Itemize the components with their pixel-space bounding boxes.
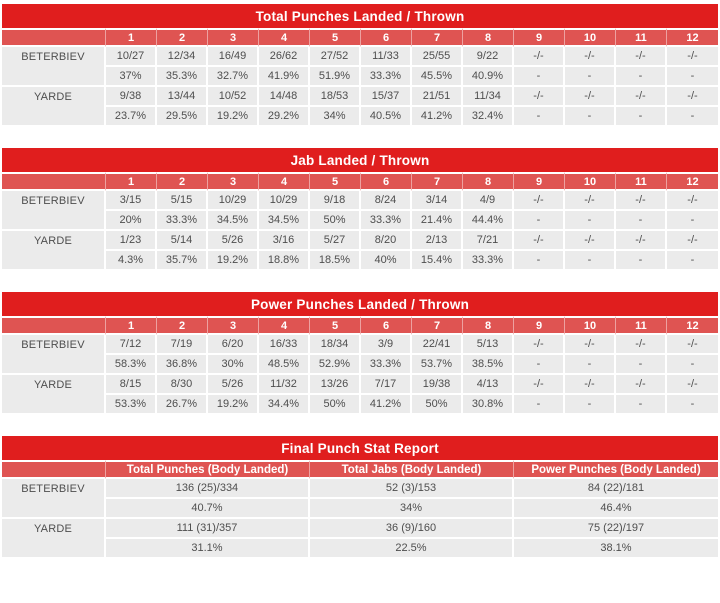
accuracy-cell: 50% <box>310 395 361 415</box>
landed-thrown-cell: -/- <box>667 191 718 211</box>
stat-column-header: Total Jabs (Body Landed) <box>310 460 514 479</box>
corner-cell <box>2 316 106 335</box>
landed-thrown-cell: 12/34 <box>157 47 208 67</box>
accuracy-cell: - <box>616 355 667 375</box>
landed-thrown-cell: -/- <box>514 47 565 67</box>
landed-thrown-cell: 26/62 <box>259 47 310 67</box>
landed-thrown-cell: 11/32 <box>259 375 310 395</box>
landed-thrown-cell: 14/48 <box>259 87 310 107</box>
accuracy-cell: 33.3% <box>361 67 412 87</box>
fighter-name: YARDE <box>2 375 106 415</box>
accuracy-cell: 38.1% <box>514 539 718 559</box>
landed-thrown-row <box>2 47 718 67</box>
landed-thrown-cell: -/- <box>667 231 718 251</box>
landed-thrown-cell: -/- <box>616 47 667 67</box>
landed-thrown-cell: -/- <box>565 231 616 251</box>
round-header: 2 <box>157 28 208 47</box>
title-row <box>2 436 718 460</box>
accuracy-cell: 50% <box>412 395 463 415</box>
landed-thrown-cell: 22/41 <box>412 335 463 355</box>
landed-thrown-cell: 3/15 <box>106 191 157 211</box>
fighter-name: YARDE <box>2 519 106 559</box>
accuracy-cell: 51.9% <box>310 67 361 87</box>
accuracy-cell: - <box>565 395 616 415</box>
stat-column-header: Power Punches (Body Landed) <box>514 460 718 479</box>
accuracy-cell: - <box>667 67 718 87</box>
round-header: 12 <box>667 28 718 47</box>
final-report-table <box>2 436 718 559</box>
landed-thrown-cell: -/- <box>616 87 667 107</box>
round-header: 11 <box>616 28 667 47</box>
accuracy-cell: 53.7% <box>412 355 463 375</box>
landed-thrown-cell: 16/49 <box>208 47 259 67</box>
accuracy-cell: 33.3% <box>361 355 412 375</box>
accuracy-row <box>2 539 718 559</box>
landed-thrown-cell: 11/33 <box>361 47 412 67</box>
total-cell: 36 (9)/160 <box>310 519 514 539</box>
round-header: 1 <box>106 172 157 191</box>
total-punches-table <box>2 4 718 127</box>
accuracy-cell: 20% <box>106 211 157 231</box>
accuracy-cell: - <box>514 67 565 87</box>
accuracy-cell: - <box>667 251 718 271</box>
corner-cell <box>2 460 106 479</box>
accuracy-cell: 34.5% <box>208 211 259 231</box>
accuracy-cell: - <box>616 395 667 415</box>
fighter-name: YARDE <box>2 231 106 271</box>
accuracy-cell: 40% <box>361 251 412 271</box>
landed-thrown-cell: 3/16 <box>259 231 310 251</box>
accuracy-cell: 36.8% <box>157 355 208 375</box>
fighter-name: YARDE <box>2 87 106 127</box>
accuracy-cell: - <box>565 107 616 127</box>
landed-thrown-cell: -/- <box>514 231 565 251</box>
landed-thrown-cell: 7/17 <box>361 375 412 395</box>
accuracy-cell: 18.5% <box>310 251 361 271</box>
round-header: 11 <box>616 172 667 191</box>
accuracy-cell: 48.5% <box>259 355 310 375</box>
landed-thrown-cell: 19/38 <box>412 375 463 395</box>
landed-thrown-row <box>2 335 718 355</box>
landed-thrown-cell: 7/19 <box>157 335 208 355</box>
accuracy-row <box>2 499 718 519</box>
accuracy-cell: 26.7% <box>157 395 208 415</box>
landed-thrown-cell: 21/51 <box>412 87 463 107</box>
landed-thrown-cell: 5/27 <box>310 231 361 251</box>
landed-thrown-cell: 8/24 <box>361 191 412 211</box>
round-header: 3 <box>208 172 259 191</box>
accuracy-cell: - <box>514 107 565 127</box>
round-header: 4 <box>259 316 310 335</box>
accuracy-cell: 46.4% <box>514 499 718 519</box>
accuracy-cell: 33.3% <box>157 211 208 231</box>
fighter-name: BETERBIEV <box>2 335 106 375</box>
rounds-header-row <box>2 172 718 191</box>
round-header: 8 <box>463 28 514 47</box>
round-header: 1 <box>106 316 157 335</box>
landed-thrown-cell: -/- <box>616 191 667 211</box>
landed-thrown-cell: 3/9 <box>361 335 412 355</box>
totals-row <box>2 519 718 539</box>
fighter-name: BETERBIEV <box>2 47 106 87</box>
accuracy-row <box>2 251 718 271</box>
accuracy-cell: 23.7% <box>106 107 157 127</box>
round-header: 2 <box>157 316 208 335</box>
accuracy-cell: - <box>565 67 616 87</box>
accuracy-cell: 41.2% <box>361 395 412 415</box>
round-header: 3 <box>208 28 259 47</box>
round-header: 6 <box>361 172 412 191</box>
round-header: 7 <box>412 28 463 47</box>
accuracy-row <box>2 395 718 415</box>
totals-row <box>2 479 718 499</box>
round-header: 8 <box>463 316 514 335</box>
accuracy-row <box>2 107 718 127</box>
landed-thrown-cell: 7/12 <box>106 335 157 355</box>
accuracy-cell: 31.1% <box>106 539 310 559</box>
round-header: 10 <box>565 172 616 191</box>
landed-thrown-cell: 16/33 <box>259 335 310 355</box>
accuracy-cell: - <box>667 355 718 375</box>
landed-thrown-cell: -/- <box>514 191 565 211</box>
landed-thrown-cell: 11/34 <box>463 87 514 107</box>
landed-thrown-cell: 27/52 <box>310 47 361 67</box>
landed-thrown-cell: 2/13 <box>412 231 463 251</box>
accuracy-cell: - <box>514 211 565 231</box>
accuracy-cell: 29.5% <box>157 107 208 127</box>
landed-thrown-cell: 10/29 <box>208 191 259 211</box>
accuracy-cell: 29.2% <box>259 107 310 127</box>
landed-thrown-cell: 25/55 <box>412 47 463 67</box>
landed-thrown-cell: -/- <box>616 375 667 395</box>
fighter-name: BETERBIEV <box>2 479 106 519</box>
accuracy-cell: 58.3% <box>106 355 157 375</box>
landed-thrown-cell: 5/26 <box>208 231 259 251</box>
rounds-header-row <box>2 28 718 47</box>
landed-thrown-row <box>2 191 718 211</box>
accuracy-cell: 30% <box>208 355 259 375</box>
round-header: 8 <box>463 172 514 191</box>
corner-cell <box>2 172 106 191</box>
title-row <box>2 148 718 172</box>
accuracy-cell: 44.4% <box>463 211 514 231</box>
landed-thrown-cell: -/- <box>514 335 565 355</box>
accuracy-cell: 33.3% <box>361 211 412 231</box>
accuracy-cell: - <box>565 251 616 271</box>
table-title: Power Punches Landed / Thrown <box>2 292 718 316</box>
accuracy-cell: - <box>667 211 718 231</box>
accuracy-cell: 19.2% <box>208 251 259 271</box>
landed-thrown-cell: -/- <box>514 375 565 395</box>
landed-thrown-cell: -/- <box>565 191 616 211</box>
landed-thrown-cell: -/- <box>514 87 565 107</box>
accuracy-cell: 4.3% <box>106 251 157 271</box>
accuracy-cell: 34.5% <box>259 211 310 231</box>
landed-thrown-cell: 15/37 <box>361 87 412 107</box>
accuracy-cell: 34% <box>310 107 361 127</box>
total-cell: 52 (3)/153 <box>310 479 514 499</box>
table-title: Final Punch Stat Report <box>2 436 718 460</box>
accuracy-cell: - <box>514 395 565 415</box>
round-header: 4 <box>259 172 310 191</box>
accuracy-cell: 34.4% <box>259 395 310 415</box>
fighter-name: BETERBIEV <box>2 191 106 231</box>
landed-thrown-cell: 9/18 <box>310 191 361 211</box>
accuracy-cell: 18.8% <box>259 251 310 271</box>
accuracy-cell: - <box>616 251 667 271</box>
landed-thrown-cell: -/- <box>667 47 718 67</box>
round-header: 10 <box>565 28 616 47</box>
round-header: 2 <box>157 172 208 191</box>
landed-thrown-cell: 13/26 <box>310 375 361 395</box>
landed-thrown-cell: 5/26 <box>208 375 259 395</box>
landed-thrown-cell: 9/22 <box>463 47 514 67</box>
jabs-body <box>2 172 718 271</box>
accuracy-cell: 34% <box>310 499 514 519</box>
landed-thrown-cell: -/- <box>616 231 667 251</box>
accuracy-cell: - <box>616 67 667 87</box>
landed-thrown-cell: 10/27 <box>106 47 157 67</box>
accuracy-cell: - <box>514 251 565 271</box>
accuracy-cell: - <box>514 355 565 375</box>
round-header: 6 <box>361 28 412 47</box>
accuracy-cell: 52.9% <box>310 355 361 375</box>
round-header: 6 <box>361 316 412 335</box>
landed-thrown-cell: 8/15 <box>106 375 157 395</box>
landed-thrown-cell: 5/13 <box>463 335 514 355</box>
accuracy-cell: - <box>565 211 616 231</box>
accuracy-cell: - <box>616 211 667 231</box>
round-header: 10 <box>565 316 616 335</box>
accuracy-cell: 32.4% <box>463 107 514 127</box>
accuracy-cell: 35.7% <box>157 251 208 271</box>
accuracy-cell: 32.7% <box>208 67 259 87</box>
accuracy-cell: 45.5% <box>412 67 463 87</box>
total-punches-body <box>2 28 718 127</box>
accuracy-cell: - <box>667 395 718 415</box>
landed-thrown-cell: 10/29 <box>259 191 310 211</box>
power-punches-table <box>2 292 718 415</box>
landed-thrown-cell: -/- <box>667 375 718 395</box>
landed-thrown-cell: 8/20 <box>361 231 412 251</box>
round-header: 5 <box>310 172 361 191</box>
accuracy-cell: 38.5% <box>463 355 514 375</box>
landed-thrown-cell: 1/23 <box>106 231 157 251</box>
landed-thrown-cell: 3/14 <box>412 191 463 211</box>
accuracy-row <box>2 211 718 231</box>
accuracy-row <box>2 67 718 87</box>
table-title: Total Punches Landed / Thrown <box>2 4 718 28</box>
accuracy-cell: 15.4% <box>412 251 463 271</box>
accuracy-row <box>2 355 718 375</box>
accuracy-cell: - <box>667 107 718 127</box>
accuracy-cell: 53.3% <box>106 395 157 415</box>
landed-thrown-row <box>2 375 718 395</box>
landed-thrown-cell: 9/38 <box>106 87 157 107</box>
accuracy-cell: 22.5% <box>310 539 514 559</box>
round-header: 12 <box>667 316 718 335</box>
landed-thrown-cell: 18/34 <box>310 335 361 355</box>
accuracy-cell: 19.2% <box>208 107 259 127</box>
round-header: 11 <box>616 316 667 335</box>
landed-thrown-cell: 8/30 <box>157 375 208 395</box>
accuracy-cell: 40.9% <box>463 67 514 87</box>
title-row <box>2 292 718 316</box>
round-header: 9 <box>514 172 565 191</box>
accuracy-cell: 35.3% <box>157 67 208 87</box>
landed-thrown-cell: -/- <box>565 335 616 355</box>
accuracy-cell: - <box>565 355 616 375</box>
landed-thrown-cell: 13/44 <box>157 87 208 107</box>
round-header: 12 <box>667 172 718 191</box>
landed-thrown-cell: -/- <box>565 87 616 107</box>
round-header: 4 <box>259 28 310 47</box>
table-title: Jab Landed / Thrown <box>2 148 718 172</box>
round-header: 9 <box>514 316 565 335</box>
landed-thrown-cell: 18/53 <box>310 87 361 107</box>
power-punches-body <box>2 316 718 415</box>
landed-thrown-cell: 4/13 <box>463 375 514 395</box>
landed-thrown-cell: -/- <box>565 47 616 67</box>
round-header: 1 <box>106 28 157 47</box>
accuracy-cell: 41.2% <box>412 107 463 127</box>
corner-cell <box>2 28 106 47</box>
landed-thrown-row <box>2 231 718 251</box>
landed-thrown-cell: 10/52 <box>208 87 259 107</box>
accuracy-cell: 50% <box>310 211 361 231</box>
round-header: 5 <box>310 316 361 335</box>
jabs-table <box>2 148 718 271</box>
landed-thrown-row <box>2 87 718 107</box>
landed-thrown-cell: 5/15 <box>157 191 208 211</box>
total-cell: 84 (22)/181 <box>514 479 718 499</box>
total-cell: 136 (25)/334 <box>106 479 310 499</box>
accuracy-cell: 19.2% <box>208 395 259 415</box>
round-header: 9 <box>514 28 565 47</box>
final-header-row <box>2 460 718 479</box>
landed-thrown-cell: 4/9 <box>463 191 514 211</box>
landed-thrown-cell: 5/14 <box>157 231 208 251</box>
final-report-body <box>2 460 718 559</box>
total-cell: 75 (22)/197 <box>514 519 718 539</box>
round-header: 5 <box>310 28 361 47</box>
landed-thrown-cell: 7/21 <box>463 231 514 251</box>
title-row <box>2 4 718 28</box>
accuracy-cell: 37% <box>106 67 157 87</box>
accuracy-cell: - <box>616 107 667 127</box>
accuracy-cell: 40.7% <box>106 499 310 519</box>
total-cell: 111 (31)/357 <box>106 519 310 539</box>
accuracy-cell: 21.4% <box>412 211 463 231</box>
accuracy-cell: 40.5% <box>361 107 412 127</box>
landed-thrown-cell: -/- <box>565 375 616 395</box>
round-header: 7 <box>412 172 463 191</box>
accuracy-cell: 33.3% <box>463 251 514 271</box>
accuracy-cell: 30.8% <box>463 395 514 415</box>
round-header: 3 <box>208 316 259 335</box>
stat-column-header: Total Punches (Body Landed) <box>106 460 310 479</box>
accuracy-cell: 41.9% <box>259 67 310 87</box>
landed-thrown-cell: -/- <box>667 335 718 355</box>
landed-thrown-cell: 6/20 <box>208 335 259 355</box>
landed-thrown-cell: -/- <box>616 335 667 355</box>
round-header: 7 <box>412 316 463 335</box>
landed-thrown-cell: -/- <box>667 87 718 107</box>
rounds-header-row <box>2 316 718 335</box>
